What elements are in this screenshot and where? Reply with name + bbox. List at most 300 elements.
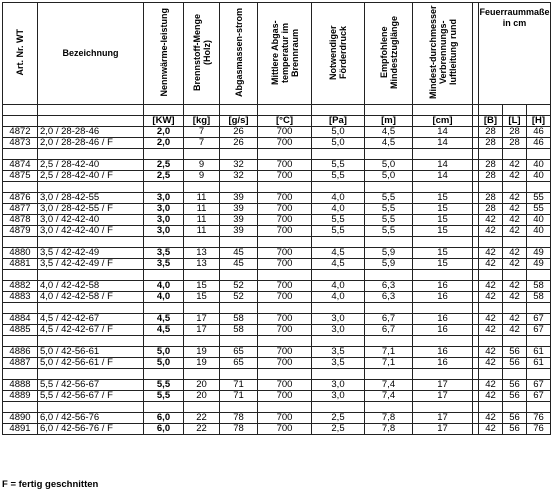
- cell-art-nr: 4884: [3, 314, 38, 325]
- spacer-cell: [220, 270, 258, 281]
- spacer-cell: [38, 303, 144, 314]
- cell-foerderdruck: 5,5: [312, 160, 365, 171]
- spacer-cell: [503, 303, 527, 314]
- cell-abgastemp: 700: [258, 193, 312, 204]
- cell-abgasmassen: 39: [220, 193, 258, 204]
- spacer-cell: [38, 336, 144, 347]
- cell-foerderdruck: 4,5: [312, 259, 365, 270]
- unit-cell: [m]: [365, 116, 413, 127]
- unit-cell: [L]: [503, 116, 527, 127]
- spacer-cell: [312, 303, 365, 314]
- col-header-abgasmassen: Abgasmassen-strom: [220, 3, 258, 105]
- cell-bezeichnung: 3,0 / 28-42-55 / F: [38, 204, 144, 215]
- table-row: [3, 171, 551, 182]
- spacer-cell: [413, 303, 473, 314]
- table-row: [3, 380, 551, 391]
- cell-art-nr: 4889: [3, 391, 38, 402]
- cell-brennstoff: 17: [184, 314, 220, 325]
- spacer-cell: [3, 402, 38, 413]
- cell-hoehe: 67: [527, 391, 551, 402]
- cell-nennwaerme: 4,0: [144, 292, 184, 303]
- cell-brennstoff: 22: [184, 424, 220, 435]
- unit-cell: [H]: [527, 116, 551, 127]
- cell-hoehe: 40: [527, 171, 551, 182]
- spacer-cell: [144, 105, 184, 116]
- col-header-feuerraum: Feuerraummaße in cm: [479, 3, 551, 105]
- unit-cell: [kg]: [184, 116, 220, 127]
- cell-laenge: 28: [503, 127, 527, 138]
- spacer-cell: [312, 369, 365, 380]
- spacer-cell: [258, 237, 312, 248]
- cell-breite: 42: [479, 358, 503, 369]
- group-spacer-row: [3, 336, 551, 347]
- cell-breite: 28: [479, 138, 503, 149]
- cell-brennstoff: 15: [184, 281, 220, 292]
- cell-art-nr: 4874: [3, 160, 38, 171]
- spacer-cell: [527, 270, 551, 281]
- cell-mindestzug: 5,5: [365, 215, 413, 226]
- cell-abgastemp: 700: [258, 171, 312, 182]
- cell-abgastemp: 700: [258, 248, 312, 259]
- spacer-cell: [220, 336, 258, 347]
- spacer-cell: [38, 105, 144, 116]
- cell-abgasmassen: 26: [220, 138, 258, 149]
- spacer-cell: [413, 369, 473, 380]
- spacer-cell: [365, 369, 413, 380]
- cell-laenge: 56: [503, 358, 527, 369]
- spacer-cell: [258, 303, 312, 314]
- cell-art-nr: 4885: [3, 325, 38, 336]
- cell-laenge: 42: [503, 314, 527, 325]
- cell-mindestzug: 7,8: [365, 424, 413, 435]
- spacer-cell: [38, 369, 144, 380]
- table-row: [3, 138, 551, 149]
- table-row: [3, 292, 551, 303]
- spacer-cell: [503, 149, 527, 160]
- spacer-cell: [220, 149, 258, 160]
- cell-laenge: 42: [503, 325, 527, 336]
- spacer-cell: [413, 237, 473, 248]
- spacer-cell: [479, 270, 503, 281]
- cell-laenge: 42: [503, 193, 527, 204]
- cell-foerderdruck: 2,5: [312, 424, 365, 435]
- cell-abgastemp: 700: [258, 314, 312, 325]
- cell-abgasmassen: 78: [220, 424, 258, 435]
- cell-art-nr: 4876: [3, 193, 38, 204]
- spacer-cell: [312, 402, 365, 413]
- cell-durchmesser: 17: [413, 391, 473, 402]
- cell-brennstoff: 11: [184, 215, 220, 226]
- cell-breite: 42: [479, 281, 503, 292]
- cell-brennstoff: 22: [184, 413, 220, 424]
- cell-bezeichnung: 2,5 / 28-42-40 / F: [38, 171, 144, 182]
- cell-brennstoff: 11: [184, 193, 220, 204]
- spacer-cell: [3, 270, 38, 281]
- spacer-cell: [365, 237, 413, 248]
- unit-cell: [KW]: [144, 116, 184, 127]
- spacer-cell: [3, 303, 38, 314]
- cell-nennwaerme: 3,0: [144, 226, 184, 237]
- cell-laenge: 56: [503, 424, 527, 435]
- cell-bezeichnung: 5,5 / 42-56-67 / F: [38, 391, 144, 402]
- cell-bezeichnung: 4,5 / 42-42-67 / F: [38, 325, 144, 336]
- spacer-cell: [479, 402, 503, 413]
- cell-durchmesser: 14: [413, 171, 473, 182]
- cell-hoehe: 67: [527, 314, 551, 325]
- cell-mindestzug: 5,9: [365, 259, 413, 270]
- spacer-cell: [527, 369, 551, 380]
- spacer-cell: [365, 270, 413, 281]
- cell-abgastemp: 700: [258, 424, 312, 435]
- cell-breite: 42: [479, 325, 503, 336]
- table-row: [3, 259, 551, 270]
- spacer-cell: [38, 237, 144, 248]
- unit-cell-empty: [3, 116, 38, 127]
- spacer-cell: [3, 149, 38, 160]
- cell-abgasmassen: 45: [220, 248, 258, 259]
- cell-abgastemp: 700: [258, 391, 312, 402]
- spacer-cell: [258, 105, 312, 116]
- cell-art-nr: 4883: [3, 292, 38, 303]
- cell-abgastemp: 700: [258, 413, 312, 424]
- spacer-cell: [527, 402, 551, 413]
- cell-durchmesser: 16: [413, 347, 473, 358]
- cell-abgasmassen: 26: [220, 127, 258, 138]
- cell-durchmesser: 17: [413, 424, 473, 435]
- table-row: [3, 226, 551, 237]
- spacer-cell: [312, 336, 365, 347]
- cell-mindestzug: 5,0: [365, 171, 413, 182]
- spacer-cell: [527, 237, 551, 248]
- cell-foerderdruck: 3,5: [312, 358, 365, 369]
- spacer-cell: [184, 336, 220, 347]
- cell-art-nr: 4890: [3, 413, 38, 424]
- col-header-bezeichnung: Bezeichnung: [38, 3, 144, 105]
- cell-abgasmassen: 39: [220, 215, 258, 226]
- cell-laenge: 42: [503, 226, 527, 237]
- cell-abgasmassen: 65: [220, 347, 258, 358]
- spacer-cell: [365, 336, 413, 347]
- group-spacer-row: [3, 303, 551, 314]
- cell-mindestzug: 5,5: [365, 204, 413, 215]
- table-row: [3, 314, 551, 325]
- cell-laenge: 42: [503, 171, 527, 182]
- cell-mindestzug: 5,5: [365, 193, 413, 204]
- table-body: [3, 105, 551, 435]
- cell-abgasmassen: 32: [220, 160, 258, 171]
- spacer-cell: [413, 402, 473, 413]
- spacer-cell: [258, 270, 312, 281]
- cell-foerderdruck: 4,5: [312, 248, 365, 259]
- cell-mindestzug: 7,4: [365, 391, 413, 402]
- cell-art-nr: 4879: [3, 226, 38, 237]
- cell-durchmesser: 15: [413, 248, 473, 259]
- spacer-cell: [312, 270, 365, 281]
- cell-nennwaerme: 4,5: [144, 314, 184, 325]
- cell-abgastemp: 700: [258, 259, 312, 270]
- cell-foerderdruck: 2,5: [312, 413, 365, 424]
- cell-art-nr: 4888: [3, 380, 38, 391]
- spacer-cell: [413, 149, 473, 160]
- spacer-cell: [184, 402, 220, 413]
- cell-laenge: 56: [503, 380, 527, 391]
- cell-bezeichnung: 2,0 / 28-28-46 / F: [38, 138, 144, 149]
- cell-laenge: 56: [503, 347, 527, 358]
- cell-breite: 42: [479, 424, 503, 435]
- spacer-cell: [479, 237, 503, 248]
- spacer-cell: [503, 237, 527, 248]
- spacer-cell: [184, 270, 220, 281]
- cell-foerderdruck: 3,5: [312, 347, 365, 358]
- cell-art-nr: 4886: [3, 347, 38, 358]
- table-row: [3, 391, 551, 402]
- cell-abgastemp: 700: [258, 281, 312, 292]
- cell-art-nr: 4891: [3, 424, 38, 435]
- cell-brennstoff: 9: [184, 171, 220, 182]
- cell-brennstoff: 15: [184, 292, 220, 303]
- cell-brennstoff: 9: [184, 160, 220, 171]
- cell-brennstoff: 20: [184, 380, 220, 391]
- cell-foerderdruck: 4,0: [312, 204, 365, 215]
- unit-row: [3, 116, 551, 127]
- spacer-cell: [479, 336, 503, 347]
- cell-foerderdruck: 5,5: [312, 215, 365, 226]
- table-row: [3, 325, 551, 336]
- spacer-cell: [144, 149, 184, 160]
- cell-durchmesser: 17: [413, 413, 473, 424]
- cell-brennstoff: 11: [184, 204, 220, 215]
- spacer-cell: [258, 149, 312, 160]
- cell-foerderdruck: 3,0: [312, 314, 365, 325]
- spacer-cell: [312, 149, 365, 160]
- cell-abgastemp: 700: [258, 325, 312, 336]
- cell-nennwaerme: 6,0: [144, 413, 184, 424]
- spacer-cell: [38, 182, 144, 193]
- cell-nennwaerme: 4,0: [144, 281, 184, 292]
- cell-brennstoff: 19: [184, 347, 220, 358]
- cell-breite: 28: [479, 171, 503, 182]
- cell-foerderdruck: 5,0: [312, 138, 365, 149]
- spacer-cell: [220, 105, 258, 116]
- cell-bezeichnung: 2,5 / 28-42-40: [38, 160, 144, 171]
- cell-durchmesser: 16: [413, 281, 473, 292]
- col-header-foerderdruck: Notwendiger Förderdruck: [312, 3, 365, 105]
- cell-durchmesser: 15: [413, 259, 473, 270]
- cell-laenge: 42: [503, 204, 527, 215]
- spacer-cell: [503, 105, 527, 116]
- cell-hoehe: 58: [527, 292, 551, 303]
- unit-cell: [cm]: [413, 116, 473, 127]
- spacer-cell: [220, 402, 258, 413]
- cell-hoehe: 61: [527, 347, 551, 358]
- cell-art-nr: 4881: [3, 259, 38, 270]
- spacer-cell: [220, 182, 258, 193]
- unit-cell: [°C]: [258, 116, 312, 127]
- cell-breite: 42: [479, 380, 503, 391]
- group-spacer-row: [3, 237, 551, 248]
- cell-art-nr: 4880: [3, 248, 38, 259]
- cell-hoehe: 49: [527, 259, 551, 270]
- cell-foerderdruck: 4,0: [312, 292, 365, 303]
- cell-laenge: 28: [503, 138, 527, 149]
- table-row: [3, 413, 551, 424]
- cell-bezeichnung: 3,0 / 42-42-40: [38, 215, 144, 226]
- cell-abgasmassen: 39: [220, 204, 258, 215]
- cell-durchmesser: 16: [413, 292, 473, 303]
- cell-brennstoff: 19: [184, 358, 220, 369]
- group-spacer-row: [3, 402, 551, 413]
- spacer-cell: [220, 237, 258, 248]
- spacer-cell: [527, 336, 551, 347]
- cell-laenge: 42: [503, 160, 527, 171]
- cell-bezeichnung: 3,0 / 42-42-40 / F: [38, 226, 144, 237]
- cell-breite: 42: [479, 292, 503, 303]
- col-header-art-nr: Art. Nr. WT: [3, 3, 38, 105]
- cell-nennwaerme: 5,0: [144, 347, 184, 358]
- spacer-cell: [527, 149, 551, 160]
- cell-breite: 28: [479, 127, 503, 138]
- spacer-cell: [503, 402, 527, 413]
- cell-foerderdruck: 4,0: [312, 193, 365, 204]
- cell-breite: 42: [479, 347, 503, 358]
- cell-breite: 42: [479, 413, 503, 424]
- cell-hoehe: 40: [527, 226, 551, 237]
- cell-mindestzug: 6,7: [365, 325, 413, 336]
- cell-nennwaerme: 3,0: [144, 204, 184, 215]
- spacer-cell: [184, 105, 220, 116]
- spacer-cell: [365, 105, 413, 116]
- cell-bezeichnung: 5,0 / 42-56-61 / F: [38, 358, 144, 369]
- cell-hoehe: 67: [527, 325, 551, 336]
- cell-abgasmassen: 45: [220, 259, 258, 270]
- cell-breite: 42: [479, 215, 503, 226]
- cell-abgastemp: 700: [258, 380, 312, 391]
- cell-laenge: 56: [503, 391, 527, 402]
- cell-hoehe: 55: [527, 193, 551, 204]
- spacer-cell: [413, 105, 473, 116]
- cell-abgasmassen: 71: [220, 380, 258, 391]
- cell-hoehe: 40: [527, 215, 551, 226]
- group-spacer-row: [3, 369, 551, 380]
- cell-art-nr: 4877: [3, 204, 38, 215]
- cell-brennstoff: 7: [184, 138, 220, 149]
- spacer-cell: [144, 336, 184, 347]
- cell-abgastemp: 700: [258, 358, 312, 369]
- cell-mindestzug: 7,1: [365, 347, 413, 358]
- table-row: [3, 215, 551, 226]
- cell-nennwaerme: 5,0: [144, 358, 184, 369]
- cell-abgasmassen: 58: [220, 325, 258, 336]
- cell-brennstoff: 13: [184, 259, 220, 270]
- spacer-cell: [184, 237, 220, 248]
- cell-mindestzug: 4,5: [365, 127, 413, 138]
- cell-hoehe: 67: [527, 380, 551, 391]
- spacer-cell: [503, 336, 527, 347]
- cell-abgastemp: 700: [258, 204, 312, 215]
- spacer-cell: [184, 369, 220, 380]
- footnote: F = fertig geschnitten: [2, 479, 99, 490]
- cell-laenge: 56: [503, 413, 527, 424]
- cell-laenge: 42: [503, 259, 527, 270]
- cell-abgastemp: 700: [258, 160, 312, 171]
- table-row: [3, 127, 551, 138]
- cell-nennwaerme: 3,5: [144, 248, 184, 259]
- cell-breite: 42: [479, 314, 503, 325]
- cell-foerderdruck: 3,0: [312, 391, 365, 402]
- cell-laenge: 42: [503, 248, 527, 259]
- cell-mindestzug: 6,3: [365, 292, 413, 303]
- spacer-cell: [3, 369, 38, 380]
- cell-bezeichnung: 5,5 / 42-56-67: [38, 380, 144, 391]
- cell-bezeichnung: 6,0 / 42-56-76 / F: [38, 424, 144, 435]
- cell-durchmesser: 15: [413, 204, 473, 215]
- cell-hoehe: 58: [527, 281, 551, 292]
- cell-art-nr: 4887: [3, 358, 38, 369]
- cell-hoehe: 76: [527, 413, 551, 424]
- spacer-cell: [144, 237, 184, 248]
- cell-brennstoff: 11: [184, 226, 220, 237]
- spacer-cell: [220, 369, 258, 380]
- cell-brennstoff: 17: [184, 325, 220, 336]
- cell-mindestzug: 7,1: [365, 358, 413, 369]
- cell-breite: 28: [479, 193, 503, 204]
- spacer-cell: [144, 303, 184, 314]
- cell-foerderdruck: 5,0: [312, 127, 365, 138]
- spacer-cell: [479, 303, 503, 314]
- spacer-cell: [144, 369, 184, 380]
- spacer-cell: [144, 270, 184, 281]
- spacer-cell: [184, 182, 220, 193]
- spacer-cell: [3, 336, 38, 347]
- cell-abgastemp: 700: [258, 215, 312, 226]
- cell-bezeichnung: 4,5 / 42-42-67: [38, 314, 144, 325]
- group-spacer-row: [3, 149, 551, 160]
- spacer-cell: [413, 182, 473, 193]
- specification-table: [2, 2, 551, 435]
- cell-durchmesser: 16: [413, 358, 473, 369]
- cell-hoehe: 76: [527, 424, 551, 435]
- spacer-cell: [144, 402, 184, 413]
- group-spacer-row: [3, 270, 551, 281]
- cell-nennwaerme: 5,5: [144, 391, 184, 402]
- unit-cell: [g/s]: [220, 116, 258, 127]
- spacer-cell: [220, 303, 258, 314]
- cell-nennwaerme: 5,5: [144, 380, 184, 391]
- cell-bezeichnung: 6,0 / 42-56-76: [38, 413, 144, 424]
- cell-mindestzug: 4,5: [365, 138, 413, 149]
- spacer-cell: [413, 270, 473, 281]
- col-header-mindestzug: Empfohlene Mindestzuglänge: [365, 3, 413, 105]
- spacer-cell: [184, 149, 220, 160]
- unit-cell-empty: [38, 116, 144, 127]
- group-spacer-row: [3, 182, 551, 193]
- spacer-cell: [38, 402, 144, 413]
- spacer-cell: [503, 270, 527, 281]
- cell-art-nr: 4878: [3, 215, 38, 226]
- spacer-row: [3, 105, 551, 116]
- cell-durchmesser: 16: [413, 314, 473, 325]
- cell-abgastemp: 700: [258, 138, 312, 149]
- cell-durchmesser: 15: [413, 193, 473, 204]
- cell-nennwaerme: 2,0: [144, 138, 184, 149]
- spacer-cell: [503, 182, 527, 193]
- spacer-cell: [312, 237, 365, 248]
- spacer-cell: [3, 237, 38, 248]
- cell-brennstoff: 7: [184, 127, 220, 138]
- cell-durchmesser: 16: [413, 325, 473, 336]
- cell-hoehe: 40: [527, 160, 551, 171]
- header-row: [3, 3, 551, 105]
